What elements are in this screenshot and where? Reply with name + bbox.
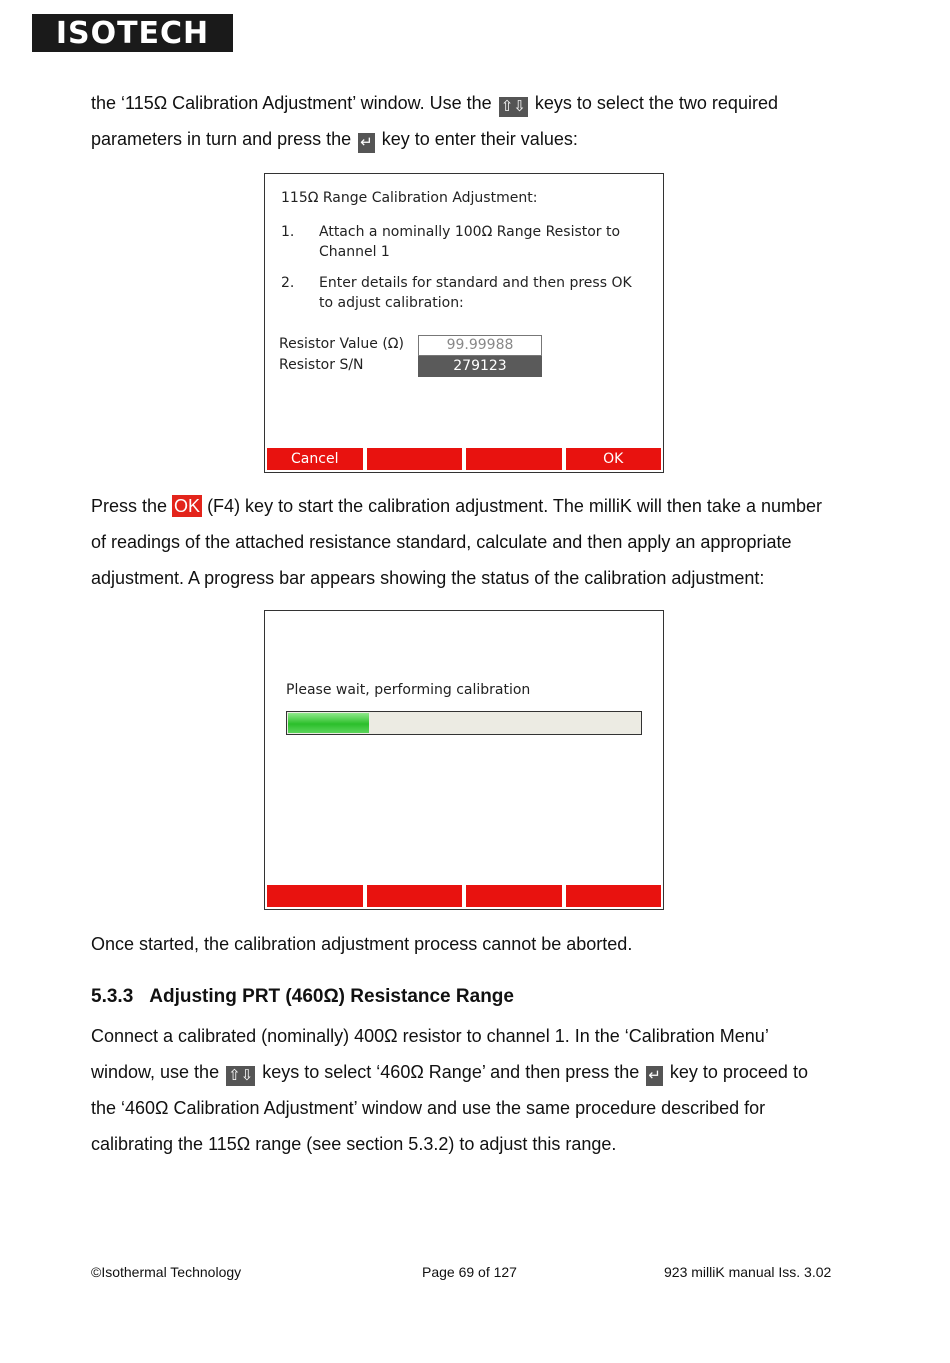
calibration-adjustment-screen bbox=[264, 173, 664, 473]
enter-key-icon: ↵ bbox=[360, 134, 373, 151]
progress-bar-fill bbox=[288, 713, 369, 733]
f2-button[interactable] bbox=[367, 448, 463, 470]
resistor-value-field[interactable]: 99.99988 bbox=[418, 335, 542, 356]
enter-key-icon: ↵ bbox=[648, 1067, 661, 1084]
ok-key-badge: OK bbox=[174, 496, 201, 516]
step-1-line-1: Attach a nominally 100Ω Range Resistor to bbox=[319, 224, 621, 240]
screen-title: 115Ω Range Calibration Adjustment: bbox=[281, 190, 538, 206]
f1-button[interactable] bbox=[267, 885, 363, 907]
resistor-sn-field[interactable]: 279123 bbox=[418, 356, 542, 377]
f4-button[interactable] bbox=[566, 885, 662, 907]
step-2-line-2: to adjust calibration: bbox=[319, 295, 464, 311]
section-heading: 5.3.3 Adjusting PRT (460Ω) Resistance Range bbox=[91, 986, 514, 1007]
ok-button[interactable]: OK bbox=[566, 448, 662, 470]
resistor-value-label: Resistor Value (Ω) bbox=[279, 336, 404, 352]
calibration-progress-screen bbox=[264, 610, 664, 910]
progress-bar bbox=[286, 711, 642, 735]
footer-page-number: Page 69 of 127 bbox=[422, 1264, 517, 1280]
resistor-sn-label: Resistor S/N bbox=[279, 357, 364, 373]
press-ok-paragraph: Press the OK (F4) key to start the calibration adjustment. The milliK will then take a number of readings of the attached resistance standard, calculate and then apply an appropriate adjustment. A progress bar appears showing the status of the calibration adjustment: bbox=[91, 496, 822, 588]
f3-button[interactable] bbox=[466, 885, 562, 907]
progress-message: Please wait, performing calibration bbox=[286, 682, 531, 698]
footer-manual-version: 923 milliK manual Iss. 3.02 bbox=[664, 1264, 832, 1280]
f2-button[interactable] bbox=[367, 885, 463, 907]
up-down-keys-icon: ⇧⇩ bbox=[500, 98, 526, 115]
f3-button[interactable] bbox=[466, 448, 562, 470]
adjust-460-paragraph: Connect a calibrated (nominally) 400Ω resistor to channel 1. In the ‘Calibration Menu’ window, use the ⇧⇩ keys to select ‘460Ω Range’ and then press the ↵ key to proceed to the ‘460Ω Calibration Adjustment’ window and use the same procedure described for calibrating the 115Ω range (see section 5.3.2) to adjust this range. bbox=[91, 1026, 808, 1154]
up-down-keys-icon: ⇧⇩ bbox=[228, 1067, 254, 1084]
footer-copyright: ©Isothermal Technology bbox=[91, 1264, 242, 1280]
step-1-number: 1. bbox=[281, 224, 295, 240]
intro-paragraph: the ‘115Ω Calibration Adjustment’ window. Use the ⇧⇩ keys to select the two required parameters in turn and press the ↵ key to enter their values: bbox=[91, 93, 778, 151]
step-2-line-1: Enter details for standard and then press OK bbox=[319, 275, 632, 291]
no-abort-paragraph: Once started, the calibration adjustment process cannot be aborted. bbox=[91, 934, 633, 954]
function-key-bar bbox=[267, 448, 661, 470]
step-1-line-2: Channel 1 bbox=[319, 244, 390, 260]
cancel-button[interactable]: Cancel bbox=[267, 448, 363, 470]
isotech-logo: ISOTECH bbox=[32, 14, 233, 52]
function-key-bar bbox=[267, 885, 661, 907]
step-2-number: 2. bbox=[281, 275, 295, 291]
